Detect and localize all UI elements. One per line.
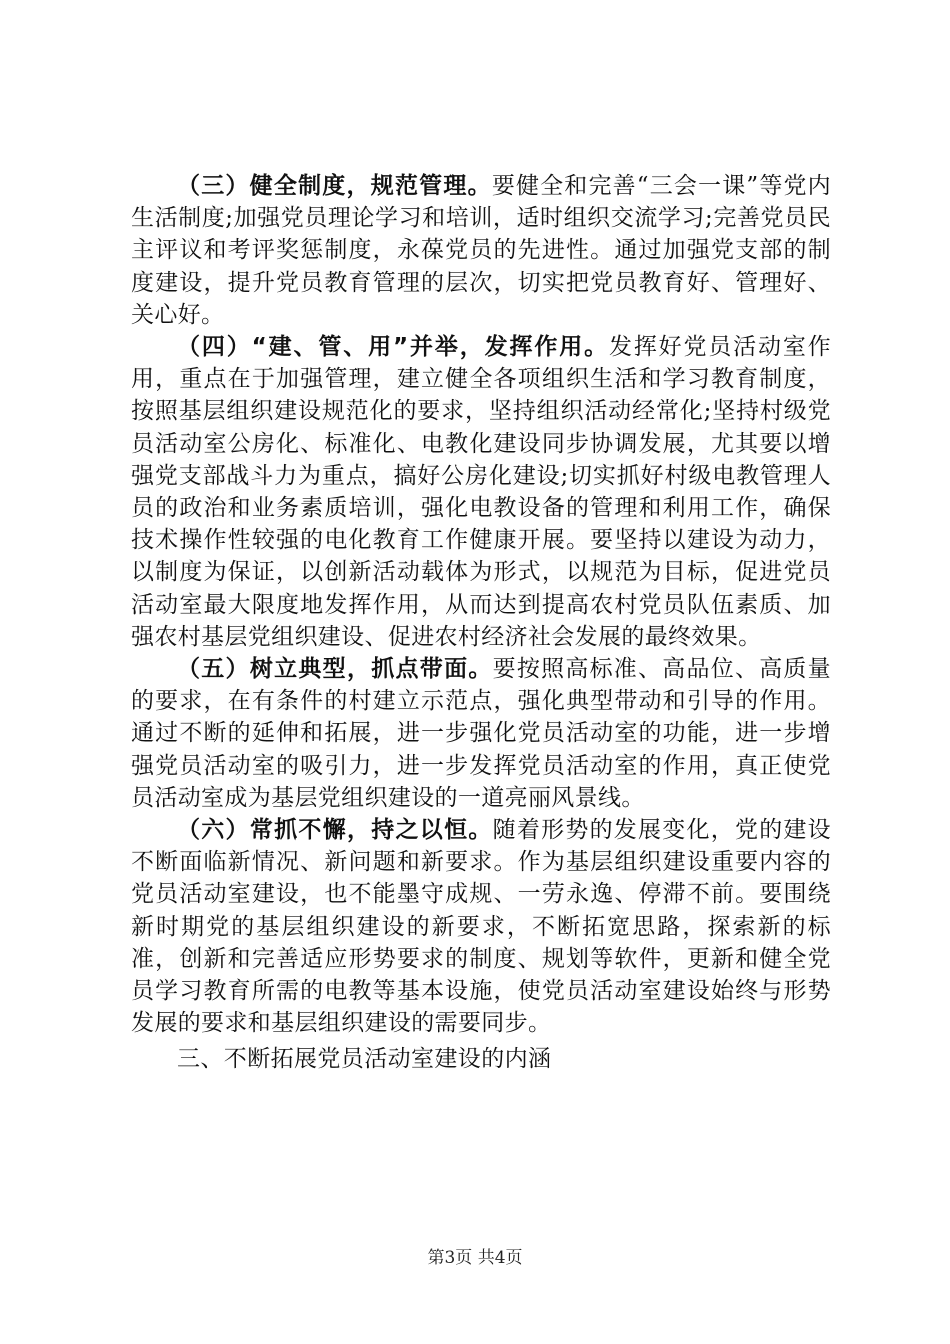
paragraph-lead: （五）树立典型，抓点带面。 — [177, 656, 493, 683]
paragraph-text: 要按照高标准、高品位、高质量的要求，在有条件的村建立示范点，强化典型带动和引导的作用。通过不断的延伸和拓展，进一步强化党员活动室的功能，进一步增强党员活动室的吸引力，进一步发挥党员活动室的作用，真正使党员活动室成为基层党组织建设的一道亮丽风景线。 — [131, 656, 832, 811]
paragraph-lead: （三）健全制度，规范管理。 — [177, 173, 492, 199]
paragraph-text: 随着形势的发展变化，党的建设不断面临新情况、新问题和新要求。作为基层组织建设重要内容的党员活动室建设，也不能墨守成规、一劳永逸、停滞不前。要围绕新时期党的基层组织建设的新要求，不断拓宽思路，探索新的标准，创新和完善适应形势要求的制度、规划等软件，更新和健全党员学习教育所需的电教等基本设施，使党员活动室建设始终与形势发展的要求和基层组织建设的需要同步。 — [131, 817, 832, 1037]
paragraph-text: 发挥好党员活动室作用，重点在于加强管理，建立健全各项组织生活和学习教育制度，按照基层组织建设规范化的要求，坚持组织活动经常化;坚持村级党员活动室公房化、标准化、电教化建设同步协调发展，尤其要以增强党支部战斗力为重点，搞好公房化建设;切实抓好村级电教管理人员的政治和业务素质培训，强化电教设备的管理和利用工作，确保技术操作性较强的电化教育工作健康开展。要坚持以建设为动力，以制度为保证，以创新活动载体为形式，以规范为目标，促进党员活动室最大限度地发挥作用，从而达到提高农村党员队伍素质、加强农村基层党组织建设、促进农村经济社会发展的最终效果。 — [131, 334, 831, 650]
paragraph-build-manage-use — [131, 331, 831, 653]
paragraph-system-management — [131, 170, 831, 331]
paragraph-lead: （六）常抓不懈，持之以恒。 — [177, 817, 493, 844]
section-heading: 三、不断拓展党员活动室建设的内涵 — [177, 1046, 552, 1073]
paragraph-persistence — [131, 814, 831, 1039]
paragraph-lead: （四）“建、管、用”并举，发挥作用。 — [177, 334, 610, 361]
paragraph-model-examples — [131, 653, 831, 814]
paragraph-text: 要健全和完善“三会一课”等党内生活制度;加强党员理论学习和培训，适时组织交流学习;完善党员民主评议和考评奖惩制度，永葆党员的先进性。通过加强党支部的制度建设，提升党员教育管理的层次，切实把党员教育好、管理好、关心好。 — [131, 173, 831, 328]
page-footer: 第3页 共4页 — [427, 1248, 523, 1268]
document-body — [131, 170, 831, 1076]
